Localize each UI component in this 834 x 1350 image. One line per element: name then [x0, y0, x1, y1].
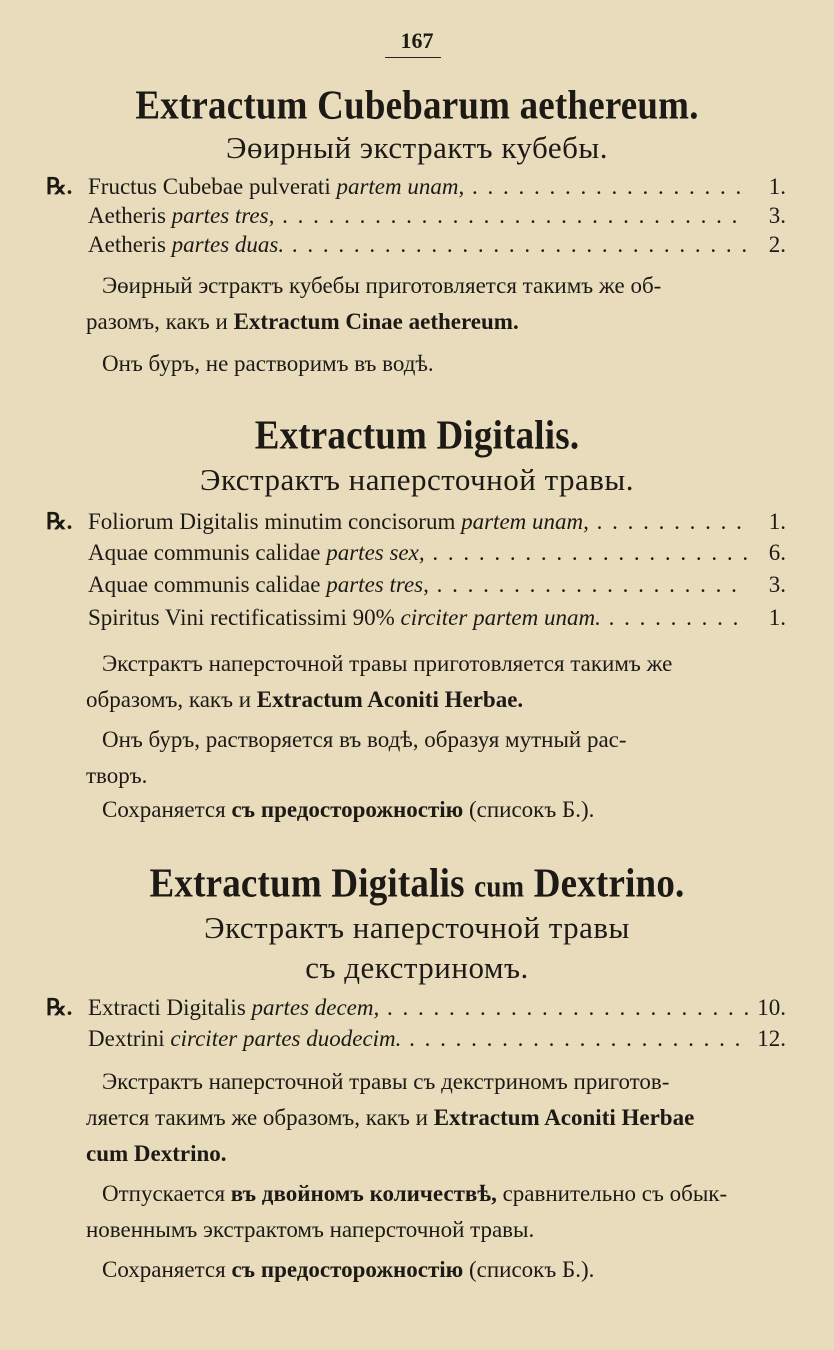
ingredient-name: Foliorum Digitalis minutim concisorum — [88, 509, 456, 534]
section-3-paragraph-2: Отпускается въ двойномъ количествѣ, сравнительно съ обык- новеннымъ экстрактомъ наперсточной травы. — [86, 1181, 728, 1242]
ingredient-amount: partes sex, — [326, 540, 425, 565]
ingredient-quantity: 12. — [748, 1024, 786, 1054]
ingredient-amount: circiter partes duodecim. — [170, 1026, 402, 1051]
section-2-ingredient-1 — [46, 507, 786, 537]
section-2-ingredient-4 — [46, 603, 786, 633]
ingredient-quantity: 10. — [748, 993, 786, 1023]
section-1-paragraph-1: Эөирный эстрактъ кубебы приготовляется такимъ же об- разомъ, какъ и Extractum Cinae aethereum. — [86, 273, 662, 334]
ingredient-amount: partem unam, — [336, 174, 465, 199]
section-3-subtitle-1: Экстрактъ наперсточной травы — [204, 910, 630, 945]
ingredient-quantity: 1. — [748, 507, 786, 537]
section-1-ingredient-2 — [46, 201, 786, 231]
section-3-ingredient-2 — [46, 1024, 786, 1054]
section-2-subtitle: Экстрактъ наперсточной травы. — [200, 462, 634, 497]
ingredient-amount: circiter partem unam. — [400, 605, 601, 630]
section-2-ingredient-2 — [46, 538, 786, 568]
ingredient-name: Aetheris — [88, 232, 166, 257]
ingredient-name: Aquae communis calidae — [88, 572, 321, 597]
ingredient-quantity: 1. — [748, 172, 786, 202]
ingredient-name: Aquae communis calidae — [88, 540, 321, 565]
page-number-rule — [385, 57, 441, 58]
ingredient-amount: partes tres, — [326, 572, 429, 597]
section-1-title: Extractum Cubebarum aethereum. — [135, 82, 699, 129]
section-3-title: Extractum Digitalis cum Dextrino. — [149, 860, 685, 907]
section-2-ingredient-3 — [46, 570, 786, 600]
page-number: 167 — [400, 28, 434, 53]
ingredient-name: Spiritus Vini rectificatissimi 90% — [88, 605, 395, 630]
ingredient-quantity: 6. — [748, 538, 786, 568]
section-2-paragraph-3: Сохраняется съ предосторожностію (списокъ Б.). — [102, 797, 595, 822]
section-1-subtitle: Эөирный экстрактъ кубебы. — [225, 130, 609, 165]
section-3-paragraph-1: Экстрактъ наперсточной травы съ декстриномъ приготов- ляется такимъ же образомъ, какъ и Extractum Aconiti Herbae cum Dextrino. — [86, 1069, 695, 1166]
section-2-title: Extractum Digitalis. — [254, 412, 580, 459]
section-3-subtitle-2: съ декстриномъ. — [305, 950, 529, 985]
section-1-ingredient-1 — [46, 172, 786, 202]
ingredient-name: Dextrini — [88, 1026, 165, 1051]
rx-symbol: ℞. — [46, 509, 73, 534]
section-1-ingredient-3 — [46, 230, 786, 260]
ingredient-amount: partes decem, — [251, 995, 380, 1020]
ingredient-quantity: 2. — [748, 230, 786, 260]
rx-symbol: ℞. — [46, 174, 73, 199]
rx-symbol: ℞. — [46, 995, 73, 1020]
section-2-paragraph-2: Онъ буръ, растворяется въ водѣ, образуя мутный рас- творъ. — [86, 727, 627, 788]
ingredient-quantity: 1. — [748, 603, 786, 633]
ingredient-quantity: 3. — [748, 570, 786, 600]
section-1-paragraph-2: Онъ буръ, не растворимъ въ водѣ. — [102, 351, 434, 376]
section-2-paragraph-1: Экстрактъ наперсточной травы приготовляется такимъ же образомъ, какъ и Extractum Aconiti Herbae. — [86, 651, 673, 712]
ingredient-quantity: 3. — [748, 201, 786, 231]
section-3-paragraph-3: Сохраняется съ предосторожностію (списокъ Б.). — [102, 1257, 595, 1282]
ingredient-name: Aetheris — [88, 203, 166, 228]
ingredient-amount: partes duas. — [171, 232, 285, 257]
ingredient-name: Extracti Digitalis — [88, 995, 246, 1020]
ingredient-amount: partem unam, — [461, 509, 589, 534]
ingredient-name: Fructus Cubebae pulverati — [88, 174, 331, 199]
section-3-ingredient-1 — [46, 993, 786, 1023]
ingredient-amount: partes tres, — [171, 203, 275, 228]
